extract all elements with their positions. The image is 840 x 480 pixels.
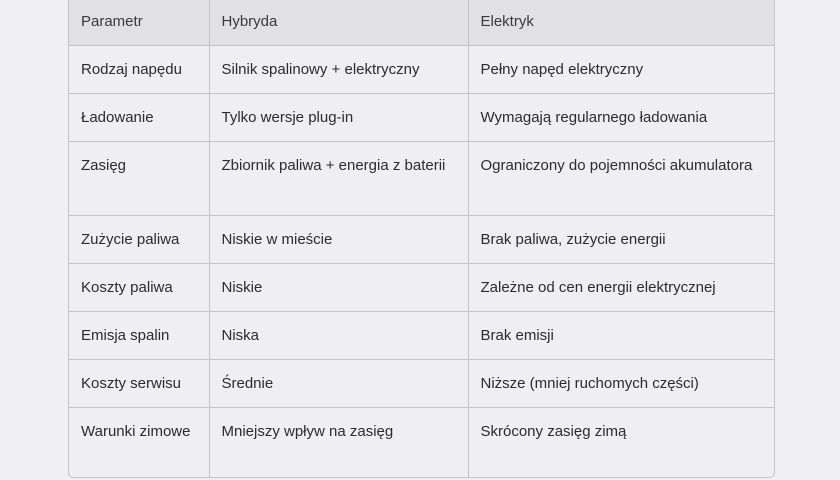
cell-hybryda: Mniejszy wpływ na zasięg	[209, 407, 468, 478]
cell-elektryk: Wymagają regularnego ładowania	[468, 93, 774, 141]
table-row	[69, 263, 774, 311]
cell-parametr: Zużycie paliwa	[69, 215, 209, 263]
cell-parametr: Zasięg	[69, 141, 209, 215]
cell-hybryda: Silnik spalinowy + elektryczny	[209, 45, 468, 93]
cell-parametr: Rodzaj napędu	[69, 45, 209, 93]
table-row	[69, 141, 774, 215]
cell-hybryda: Średnie	[209, 359, 468, 407]
cell-parametr: Koszty serwisu	[69, 359, 209, 407]
header-hybryda: Hybryda	[209, 0, 468, 45]
cell-parametr: Warunki zimowe	[69, 407, 209, 478]
cell-elektryk: Brak paliwa, zużycie energii	[468, 215, 774, 263]
cell-hybryda: Niska	[209, 311, 468, 359]
cell-hybryda: Zbiornik paliwa + energia z baterii	[209, 141, 468, 215]
cell-elektryk: Niższe (mniej ruchomych części)	[468, 359, 774, 407]
cell-parametr: Koszty paliwa	[69, 263, 209, 311]
comparison-table	[69, 0, 774, 478]
header-row	[69, 0, 774, 45]
cell-hybryda: Niskie	[209, 263, 468, 311]
table-row	[69, 215, 774, 263]
cell-hybryda: Tylko wersje plug-in	[209, 93, 468, 141]
table-row	[69, 311, 774, 359]
table-row	[69, 407, 774, 478]
cell-elektryk: Skrócony zasięg zimą	[480, 422, 627, 440]
table-row	[69, 45, 774, 93]
table-row	[69, 93, 774, 141]
cell-parametr: Emisja spalin	[69, 311, 209, 359]
table-body	[69, 45, 774, 478]
cell-hybryda: Niskie w mieście	[209, 215, 468, 263]
comparison-table-container	[68, 0, 775, 478]
cell-elektryk: Ograniczony do pojemności akumulatora	[468, 141, 774, 215]
table-row	[69, 359, 774, 407]
header-elektryk: Elektryk	[468, 0, 774, 45]
cell-parametr: Ładowanie	[69, 93, 209, 141]
header-parametr: Parametr	[69, 0, 209, 45]
cell-elektryk: Brak emisji	[468, 311, 774, 359]
cell-elektryk: Pełny napęd elektryczny	[468, 45, 774, 93]
cell-elektryk: Zależne od cen energii elektrycznej	[468, 263, 774, 311]
table-header	[69, 0, 774, 45]
